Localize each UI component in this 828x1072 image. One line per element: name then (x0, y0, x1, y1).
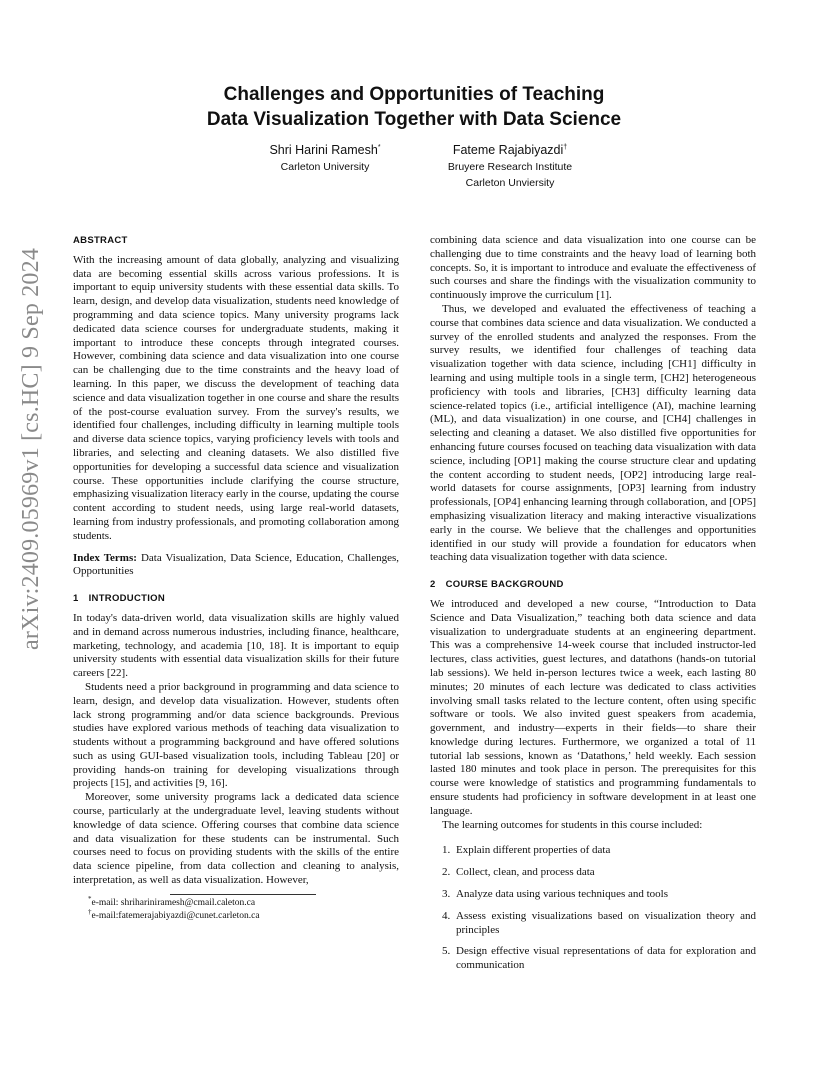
right-paragraph-1: combining data science and data visualization into one course can be challenging due to time constraints and the heavy load of learning both concepts. So, it is important to introduce and evaluate the effectiveness of such courses and share the findings with the visualization community to continuously improve the curriculum [1]. (430, 234, 756, 302)
abstract-heading: ABSTRACT (73, 235, 128, 246)
index-terms-label: Index Terms: (73, 551, 137, 564)
right-column (430, 234, 756, 981)
author-2-name: Fateme Rajabiyazdi (452, 143, 564, 157)
footnote-rule (170, 894, 316, 895)
index-terms (73, 552, 399, 580)
learning-outcomes-list (430, 844, 756, 973)
paper-title (0, 82, 828, 132)
list-item-number: 3. (442, 888, 451, 901)
footnote-1-text: e-mail: shrihariniramesh@cmail.caleton.ca (91, 898, 256, 908)
footnote-2-mark: † (88, 907, 92, 916)
index-terms-text: Data Visualization, Data Science, Education, Challenges, Opportunities (73, 551, 400, 578)
footnote-1 (88, 894, 260, 910)
list-item-text: Explain different properties of data (456, 844, 611, 857)
introduction-paragraph-2: Students need a prior background in programming and data science to learn, design, and develop data visualization. However, students often lack strong programming and/or data science backgrounds. Previous studies have explored various methods of teaching data visualization to students without a programming background and have offered solutions such as using GUI-based visualization tools, including Tableau [20] or providing hands-on training for developing visualizations through projects [15], and activities [9, 16]. (73, 680, 399, 790)
author-2 (420, 142, 600, 191)
author-1-mark: * (377, 143, 381, 151)
author-2-affiliation-1: Bruyere Research Institute (447, 161, 573, 173)
list-item-text: Assess existing visualizations based on visualization theory and principles (456, 909, 756, 936)
list-item (430, 910, 756, 938)
course-background-heading (430, 578, 756, 592)
arxiv-identifier: arXiv:2409.05969v1 [cs.HC] 9 Sep 2024 (18, 247, 44, 650)
introduction-paragraph-1: In today's data-driven world, data visualization skills are highly valued and in demand across numerous industries, including finance, healthcare, marketing, technology, and academia [10, 18]. It is important to equip university students with essential data visualization skills for their future careers [22]. (73, 611, 399, 680)
list-item (430, 866, 756, 880)
footnote-2 (88, 907, 260, 923)
abstract-text: With the increasing amount of data globally, analyzing and visualizing data are becoming essential skills across various professions. It is important to equip university students with these essential data skills. To learn, design, and develop data visualization, students need knowledge of programming and data science topics. Many university programs lack dedicated data science courses for undergraduate students, making it important to introduce these concepts through integrated courses. However, combining data science and data visualization into one course can be challenging due to the time constraints and the heavy load of learning. In this paper, we discuss the development of teaching data science and data visualization together in one course and share the results of the post-course evaluation survey. From the survey's results, we identified four challenges, including difficulty in learning multiple tools and diverse data science topics, varying proficiency levels with tools and libraries, and selecting and cleaning datasets. We also distilled five opportunities for developing a successful data science and visualization course. These opportunities include clarifying the course structure, emphasizing visualization literacy early in the course, updating the course content according to student needs, using large real-world datasets, learning from industry professionals, and promoting collaboration among students. (73, 253, 399, 542)
title-line-2: Data Visualization Together with Data Science (206, 109, 622, 130)
footnote-1-mark: * (88, 894, 92, 903)
course-background-paragraph-1: We introduced and developed a new course, “Introduction to Data Science and Data Visualization,” teaching both data science and data visualization to undergraduate students at an engineering department. This was a comprehensive 14-week course that included instructor-led lectures, class activities, guest lectures, and datathons (hands-on tutorial lab sessions). We held in-person lectures twice a week, each lasting 80 minutes; 20 minutes of each lecture was dedicated to class activities involving small tasks related to the lecture content, often using specific software or tools. We also invited guest speakers from academia, government, and industry—experts in their fields—to share their knowledge during lectures. Furthermore, we organized a total of 11 tutorial lab sessions, known as ‘Datathons,’ held weekly. Each session lasted 180 minutes and took place in person. The prerequisites for this course were knowledge of statistics and programming fundamentals to ensure students had proficiency in software development in at least one language. (430, 597, 756, 817)
list-item (430, 844, 756, 858)
list-item-number: 5. (442, 945, 451, 958)
introduction-title: INTRODUCTION (88, 593, 166, 605)
footnote-2-text: e-mail:fatemerajabiyazdi@cunet.carleton.ca (91, 911, 260, 921)
right-paragraph-2: Thus, we developed and evaluated the effectiveness of teaching a course that combines data science and data visualization. We conducted a survey of the enrolled students and analyzed the responses. From the survey results, we identified four challenges of teaching data visualization together with data science, including [CH1] difficulty in learning and using multiple tools in a single term, [CH2] heterogeneous proficiency with tools and libraries, [CH3] difficulty learning data science-related topics (i.e., artificial intelligence (AI), machine learning (ML), and data visualization) in one course, and [CH4] challenges in selecting and cleaning a dataset. We also distilled five opportunities for enhancing future courses focused on teaching data visualization with data science, including [OP1] making the course structure clear and updating the content according to student needs, [OP2] introducing large real-world datasets for course assignments, [OP3] learning from industry professionals, [OP4] enhancing learning through collaboration, and [OP5] emphasizing visualization literacy and making interactive visualizations early in the course. We believe that the challenges and opportunities identified in our study will provide a foundation for educators when teaching data visualization together with data science. (430, 302, 756, 564)
left-column (73, 234, 399, 888)
course-background-paragraph-2: The learning outcomes for students in this course included: (442, 818, 703, 831)
course-background-title: COURSE BACKGROUND (445, 579, 564, 591)
list-item-text: Collect, clean, and process data (456, 866, 595, 879)
author-1-affiliation: Carleton University (280, 161, 370, 173)
title-line-1: Challenges and Opportunities of Teaching (223, 84, 605, 105)
course-background-number: 2 (430, 579, 436, 591)
footnotes (88, 894, 260, 923)
introduction-number: 1 (73, 593, 79, 605)
author-1 (240, 142, 410, 175)
author-2-affiliation-2: Carleton Unviersity (465, 177, 555, 189)
introduction-heading (73, 592, 399, 606)
list-item-number: 2. (442, 866, 451, 879)
list-item-number: 1. (442, 844, 451, 857)
list-item-text: Design effective visual representations of data for exploration and communication (456, 945, 756, 972)
author-1-name: Shri Harini Ramesh (269, 143, 378, 157)
introduction-paragraph-3: Moreover, some university programs lack a dedicated data science course, particularly at the undergraduate level, leaving students without knowledge of data science. Offering courses that combine data science and data visualization for these students can be instrumental. Such courses need to focus on providing students with the skills of the entire data science pipeline, from data collection and cleaning to analysis, interpretation, as well as data visualization. However, (73, 791, 399, 887)
list-item-text: Analyze data using various techniques and tools (456, 888, 669, 901)
list-item (430, 888, 756, 902)
list-item-number: 4. (442, 909, 451, 922)
author-2-mark: † (563, 143, 568, 151)
list-item (430, 945, 756, 973)
